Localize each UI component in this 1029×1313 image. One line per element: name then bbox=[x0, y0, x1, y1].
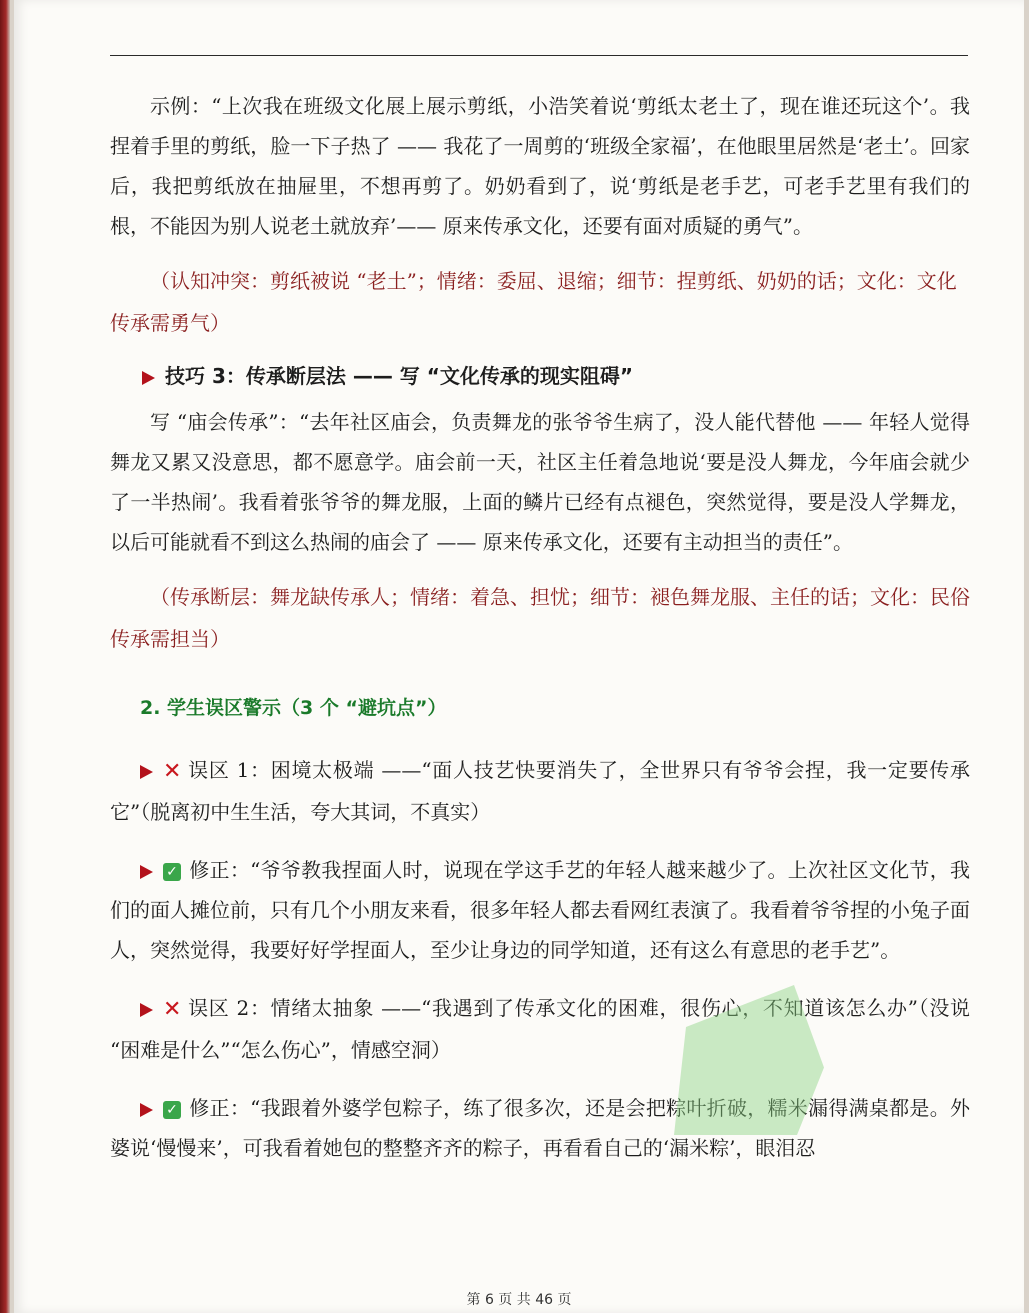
technique-3-paragraph: 写 “庙会传承”：“去年社区庙会，负责舞龙的张爷爷生病了，没人能代替他 —— 年轻人觉得舞龙又累又没意思，都不愿意学。庙会前一天，社区主任着急地说‘要是没人舞龙，今年庙会就少了一半热闹’。我看着张爷爷的舞龙服，上面的鳞片已经有点褪色，突然觉得，要是没人学舞龙，以后可能就看不到这么热闹的庙会了 —— 原来传承文化，还要有主动担当的责任”。 bbox=[110, 410, 970, 554]
example-text: “上次我在班级文化展上展示剪纸，小浩笑着说‘剪纸太老土了，现在谁还玩这个’。我捏着手里的剪纸，脸一下子热了 —— 我花了一周剪的‘班级全家福’，在他眼里居然是‘老土’。回家后，我把剪纸放在抽屉里，不想再剪了。奶奶看到了，说‘剪纸是老手艺，可老手艺里有我们的根，不能因为别人说老土就放弃’—— 原来传承文化，还要有面对质疑的勇气”。 bbox=[110, 94, 970, 238]
check-mark-icon: ✓ bbox=[163, 1101, 181, 1119]
document-page bbox=[14, 0, 1024, 1313]
misconception-item-2-text: 误区 2：情绪太抽象 ——“我遇到了传承文化的困难，很伤心，不知道该怎么办”（没说 “困难是什么”“怎么伤心”，情感空洞） bbox=[110, 996, 970, 1062]
check-mark-icon: ✓ bbox=[163, 863, 181, 881]
x-mark-icon: ✕ bbox=[163, 997, 182, 1022]
arrow-bullet-icon bbox=[140, 1103, 153, 1117]
misconception-item-2 bbox=[110, 988, 970, 1070]
page-footer: 第 6 页 共 46 页 bbox=[466, 1292, 572, 1308]
technique-3-title: 技巧 3：传承断层法 —— 写 “文化传承的现实阻碍” bbox=[165, 364, 634, 388]
book-spine bbox=[0, 0, 10, 1313]
example-label: 示例： bbox=[150, 94, 212, 118]
section-2-title: 2. 学生误区警示（3 个 “避坑点”） bbox=[140, 697, 447, 719]
correction-item-2 bbox=[110, 1088, 970, 1168]
correction-item-1-text: 修正：“爷爷教我捏面人时，说现在学这手艺的年轻人越来越少了。上次社区文化节，我们的面人摊位前，只有几个小朋友来看，很多年轻人都去看网红表演了。我看着爷爷捏的小兔子面人，突然觉得，我要好好学捏面人，至少让身边的同学知道，还有这么有意思的老手艺”。 bbox=[110, 858, 970, 962]
misconception-item-1 bbox=[110, 750, 970, 832]
technique-3-note: （传承断层：舞龙缺传承人；情绪：着急、担忧；细节：褪色舞龙服、主任的话；文化：民俗传承需担当） bbox=[110, 585, 970, 651]
technique-3-heading bbox=[110, 356, 970, 396]
example-note: （认知冲突：剪纸被说 “老土”；情绪：委屈、退缩；细节：捏剪纸、奶奶的话；文化：文化传承需勇气） bbox=[110, 269, 957, 335]
correction-item-1 bbox=[110, 850, 970, 970]
example-paragraph bbox=[110, 86, 970, 246]
x-mark-icon: ✕ bbox=[163, 759, 182, 784]
misconception-item-1-text: 误区 1：困境太极端 ——“面人技艺快要消失了，全世界只有爷爷会捏，我一定要传承它”（脱离初中生生活，夸大其词，不真实） bbox=[110, 758, 970, 824]
correction-item-2-text: 修正：“我跟着外婆学包粽子，练了很多次，还是会把粽叶折破，糯米漏得满桌都是。外婆说‘慢慢来’，可我看着她包的整整齐齐的粽子，再看看自己的‘漏米粽’，眼泪忍 bbox=[110, 1096, 970, 1160]
arrow-bullet-icon bbox=[140, 865, 153, 879]
arrow-bullet-icon bbox=[140, 1003, 153, 1017]
page-content bbox=[110, 86, 970, 1168]
header-rule bbox=[110, 55, 968, 56]
arrow-bullet-icon bbox=[142, 371, 155, 385]
arrow-bullet-icon bbox=[140, 765, 153, 779]
